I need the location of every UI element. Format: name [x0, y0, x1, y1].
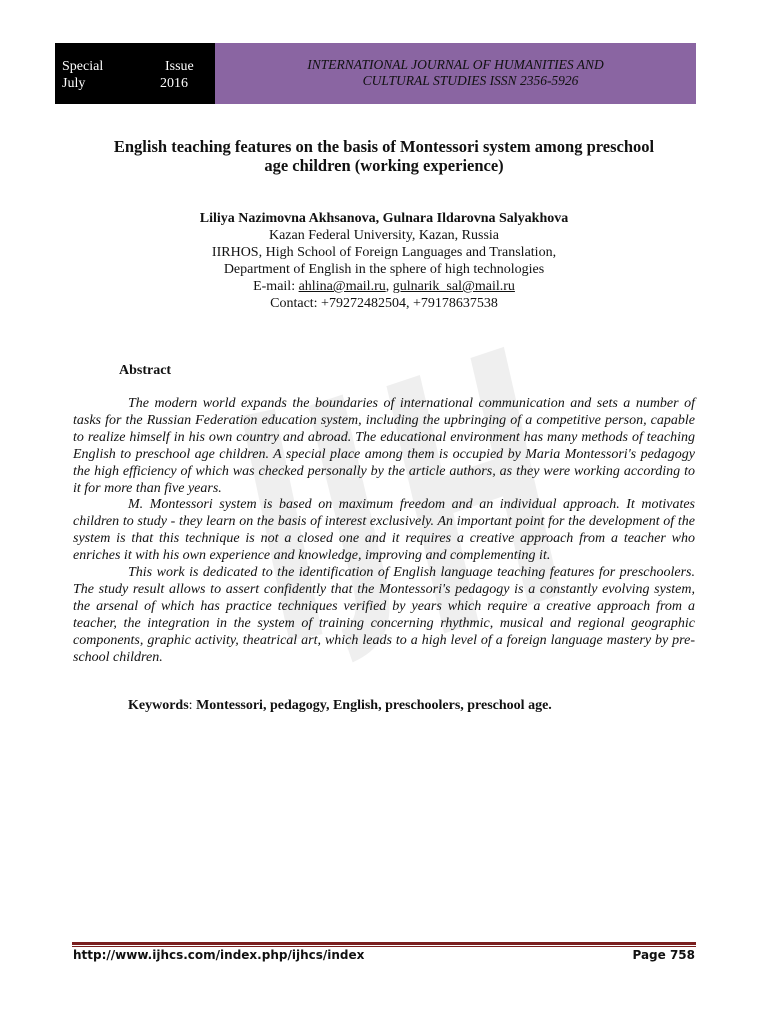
issue-month: July [62, 76, 86, 91]
abstract-body [73, 396, 695, 667]
email-label: E-mail: [253, 279, 299, 294]
paper-title-line1: English teaching features on the basis of Montessori system among preschool [113, 137, 655, 156]
journal-name-box [215, 43, 696, 104]
issue-label: Issue [165, 59, 194, 74]
keywords-value: Montessori, pedagogy, English, preschoolers, preschool age. [196, 698, 552, 713]
affiliation-university: Kazan Federal University, Kazan, Russia [268, 228, 499, 243]
keywords-label: Keywords [128, 698, 189, 713]
email-separator: , [385, 279, 393, 294]
footer-rule-thick [72, 942, 696, 945]
author-contact: Contact: +79272482504, +79178637538 [270, 296, 498, 311]
issue-year: 2016 [160, 76, 188, 91]
paper-title [70, 137, 698, 175]
paper-title-line2: age children (working experience) [264, 156, 504, 175]
keywords-separator: : [188, 698, 197, 713]
affiliation-department: Department of English in the sphere of high technologies [223, 262, 545, 277]
page-number: Page 758 [632, 948, 695, 962]
abstract-heading: Abstract [119, 363, 172, 378]
author-emails [70, 278, 698, 295]
author-names: Liliya Nazimovna Akhsanova, Gulnara Ildarovna Salyakhova [199, 211, 569, 226]
affiliation-school: IIRHOS, High School of Foreign Languages and Translation, [211, 245, 557, 260]
email-link-2[interactable]: gulnarik_sal@mail.ru [392, 279, 515, 294]
special-label: Special [62, 59, 104, 74]
keywords-line [128, 698, 552, 714]
email-link-1[interactable]: ahlina@mail.ru [298, 279, 386, 294]
abstract-paragraph: M. Montessori system is based on maximum freedom and an individual approach. It motivates children to study - they learn on the basis of interest exclusively. An important point for the development of the system is that this technique is not a closed one and it requires a creative approach from a teacher who enriches it with his own experience and knowledge, improving and complementing it. [73, 497, 695, 564]
author-block [70, 210, 698, 312]
abstract-paragraph: This work is dedicated to the identification of English language teaching features for preschoolers. The study result allows to assert confidently that the Montessori's pedagogy is a constantly evolving system, the arsenal of which has practice techniques verified by years which require a creative approach from a teacher, the integration in the system of training concerning rhythmic, musical and regional geographic components, graphic activity, theatrical art, which leads to a high level of a foreign language mastery by pre-school children. [73, 565, 695, 665]
footer-rule-thin [72, 946, 696, 947]
abstract-paragraph: The modern world expands the boundaries of international communication and sets a number of tasks for the Russian Federation education system, including the upbringing of a competitive person, capable to realize himself in his own country and abroad. The educational environment has many methods of teaching English to preschool age children. A special place among them is occupied by Maria Montessori's pedagogy the high efficiency of which was checked personally by the article authors, as they were working according to it for more than five years. [73, 396, 695, 496]
journal-name-line1: INTERNATIONAL JOURNAL OF HUMANITIES AND [307, 57, 604, 72]
footer-url[interactable]: http://www.ijhcs.com/index.php/ijhcs/index [73, 948, 365, 962]
journal-name-line2: CULTURAL STUDIES ISSN 2356-5926 [362, 73, 579, 88]
issue-info-box [55, 43, 215, 104]
journal-header [55, 43, 696, 104]
